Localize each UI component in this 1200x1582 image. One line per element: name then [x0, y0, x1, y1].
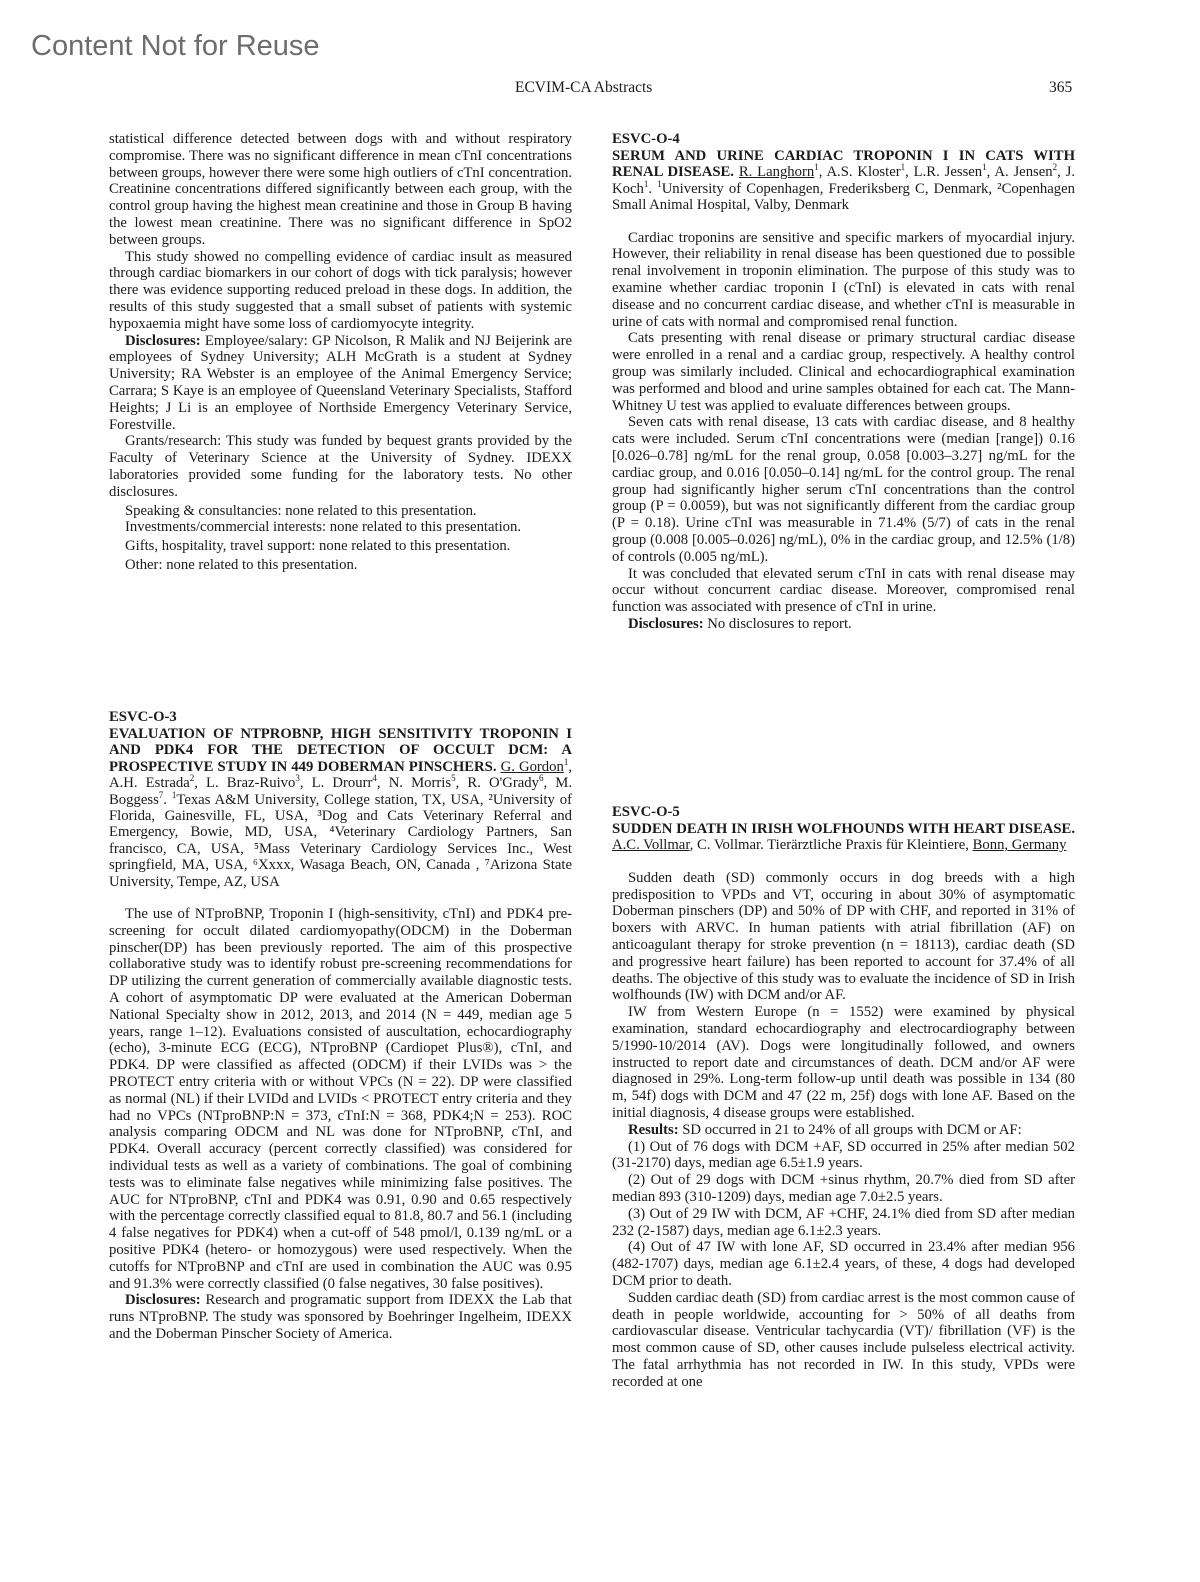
author: , J. Koch — [612, 164, 1076, 197]
results-label: Results: — [628, 1121, 679, 1138]
abstract-title: SERUM AND URINE CARDIAC TROPONIN I IN CATS WITH RENAL DISEASE. — [612, 148, 1075, 181]
author: , A.S. Kloster — [818, 164, 901, 181]
abstract-body: Sudden death (SD) commonly occurs in dog breeds with a high predisposition to VPDs and VT, occuring in about 30% of asymptomatic Doberman pinschers (DP) and 50% of DP with CHF, and reported in 31% of boxers with ARVC. In human patients with atrial fibrillation (AF) on anticoagulant therapy for stroke prevention (n = 18113), cardiac death (SD and progressive heart failure) has been reported to account for 37.4% of all deaths. The objective of this study was to evaluate the incidence of SD in Irish wolfhounds (IW) with DCM and/or AF. — [612, 869, 1075, 1004]
abstract-body: It was concluded that elevated serum cTnI in cats with renal disease may occur without concurrent cardiac disease. Moreover, compromised renal function was associated with presence of cTnI in urine. — [612, 565, 1075, 616]
paragraph: Gifts, hospitality, travel support: none related to this presentation. — [125, 538, 511, 555]
abstract-title-block: EVALUATION OF NTPROBNP, HIGH SENSITIVITY TROPONIN I AND PDK4 FOR THE DETECTION OF OCCULT DCM: A PROSPECTIVE STUDY IN 449 DOBERMAN PINSCHERS. G. Gordon$^1$, A.H. Estrada$^2$, L. Braz-Ruivo$^3$, L. Drourr$^4$, N. Morris$^5$, R. O'Grady$^6$, M. Boggess$^7$. $^1$Texas A&M University, College station, TX, USA, ²University of Florida, Gainesville, FL, USA, ³Dog and Cats Veterinary Referral and Emergency, Bowie, MD, USA, ⁴Veterinary Cardiology Partners, San francisco, CA, USA, ⁵Mass Veterinary Cardiology Services Inc., West springfield, MA, USA, ⁶Xxxx, Wasaga Beach, ON, Canada , ⁷Arizona State University, Tempe, AZ, USA — [109, 726, 573, 890]
disclosures-text: Research and programatic support from IDEXX the Lab that runs NTproBNP. The study was sponsored by Boehringer Ingelheim, IDEXX and the Doberman Pinscher Society of America. — [109, 1292, 572, 1342]
disclosures-text: Employee/salary: GP Nicolson, R Malik and NJ Beijerink are employees of Sydney University; ALH McGrath is a student at Sydney University; RA Webster is an employee of the Animal Emergency Service; Carrara; S Kaye is an employee of Queensland Veterinary Specialists, Stafford Heights; J Li is an employee of Northside Emergency Veterinary Service, Forestville. — [109, 332, 572, 433]
author: , L. Drourr — [299, 775, 373, 792]
disclosures-label: Disclosures: — [628, 615, 704, 632]
abstract-body: Sudden cardiac death (SD) from cardiac arrest is the most common cause of death in people worldwide, accounting for > 50% of all deaths from cardiovascular disease. Ventricular tachycardia (VT)/ fibrillation (VF) is the most common cause of SD, other causes include pulseless electrical activity. The fatal arrhythmia has not recorded in IW. In this study, VPDs were recorded at one — [612, 1289, 1075, 1390]
results-item: (2) Out of 29 dogs with DCM +sinus rhythm, 20.7% died from SD after median 893 (310-1209) days, median age 7.0±2.5 years. — [612, 1172, 1075, 1205]
abstract-esvc-o-4 — [612, 131, 1075, 633]
abstract-esvc-o-3 — [109, 709, 572, 1343]
affiliations: University of Copenhagen, Frederiksberg C, Denmark, ²Copenhagen Small Animal Hospital, Valby, Denmark — [612, 180, 1075, 214]
author: , A.H. Estrada — [109, 758, 573, 792]
abstract-body: Cardiac troponins are sensitive and specific markers of myocardial injury. However, their reliability in renal disease has been questioned due to possible renal involvement in troponin elimination. The purpose of this study was to examine whether cardiac troponin I (cTnI) is elevated in cats with renal disease and no concurrent cardiac disease, and whether cTnI is measurable in urine of cats with normal and compromised renal function. — [612, 229, 1075, 330]
affiliations: Texas A&M University, College station, TX, USA, ²University of Florida, Gainesville, FL, USA, ³Dog and Cats Veterinary Referral and Emergency, Bowie, MD, USA, ⁴Veterinary Cardiology Partners, San francisco, CA, USA, ⁵Mass Veterinary Cardiology Services Inc., West springfield, MA, USA, ⁶Xxxx, Wasaga Beach, ON, Canada , ⁷Arizona State University, Tempe, AZ, USA — [109, 791, 572, 890]
author: , N. Morris — [376, 775, 452, 792]
abstract-title-block — [612, 821, 1075, 854]
authors-affiliation: , C. Vollmar. Tierärztliche Praxis für Kleintiere, — [689, 837, 973, 854]
abstract-id: ESVC-O-5 — [612, 804, 680, 820]
results-paragraph — [612, 1122, 1075, 1139]
left-column-top — [109, 131, 572, 574]
abstract-title-block: SERUM AND URINE CARDIAC TROPONIN I IN CATS WITH RENAL DISEASE. R. Langhorn$^1$, A.S. Kloster$^1$, L.R. Jessen$^1$, A. Jensen$^2$, J. Koch$^1$. $^1$University of Copenhagen, Frederiksberg C, Denmark, ²Copenhagen Small Animal Hospital, Valby, Denmark — [612, 148, 1076, 214]
abstract-esvc-o-5 — [612, 804, 1075, 1391]
abstract-body: IW from Western Europe (n = 1552) were examined by physical examination, standard echocardiography and electrocardiography between 5/1990-10/2014 (AV). Dogs were longitudinally followed, and owners instructed to report date and circumstances of death. DCM and/or AF were diagnosed in 29%. Long-term follow-up until death was possible in 134 (80 m, 54f) dogs with DCM and 47 (22 m, 25f) dogs with lone AF. Based on the initial diagnosis, 4 disease groups were established. — [612, 1004, 1075, 1121]
abstract-body: The use of NTproBNP, Troponin I (high-sensitivity, cTnI) and PDK4 pre-screening for occult dilated cardiomyopathy(ODCM) in the Doberman pinscher(DP) has been previously reported. The aim of this prospective collaborative study was to identify robust pre-screening recommendations for DP utilizing the current generation of commercially available diagnostic tests. A cohort of asymptomatic DP were evaluated at the American Doberman National Specialty show in 2012, 2013, and 2014 (N = 449, median age 5 years, range 1–12). Evaluations consisted of auscultation, echocardiography (echo), 3-minute ECG (ECG), NTproBNP (Cardiopet Plus®), cTnI, and PDK4. DP were classified as affected (ODCM) if their LVIDs was > the PROTECT entry criteria with or without VPCs (N = 22). DP were classified as normal (NL) if their LVIDd and LVIDs < PROTECT entry criteria and they had no VPCs (NTproBNP:N = 373, cTnI:N = 368, PDK4;N = 253). ROC analysis comparing ODCM and NL was done for NTproBNP, cTnI, and PDK4. Overall accuracy (percent correctly classified) was considered for individual tests as well as a variety of combinations. The goal of combining tests was to eliminate false negatives while minimizing false positives. The AUC for NTproBNP, cTnI and PDK4 was 0.91, 0.90 and 0.65 respectively with the percentage correctly classified equal to 81.8, 80.7 and 56.1 (including 4 false negatives for PDK4) when a cut-off of 548 pmol/l, 0.139 ng/mL or a positive PDK4 (hetero- or homozygous) were used respectively. When the cutoffs for NTproBNP and cTnI are used in combination the AUC was 0.95 and 91.3% were correctly classified (0 false negatives, 30 false positives). — [109, 906, 572, 1292]
paragraph: statistical difference detected between dogs with and without respiratory compromise. There was no significant difference in mean cTnI concentrations between groups, however there were some high outliers of cTnI concentration. Creatinine concentrations differed significantly between each group, with the control group having the highest mean creatinine and those in Group B having the lowest mean creatinine. There was no significant difference in SpO2 between groups. — [109, 131, 572, 248]
abstract-body: Cats presenting with renal disease or primary structural cardiac disease were enrolled in a renal and a cardiac group, respectively. A healthy control group was similarly included. Clinical and echocardiographical examination was performed and blood and urine samples obtained for each cat. The Mann-Whitney U test was applied to evaluate differences between groups. — [612, 330, 1075, 414]
abstract-id: ESVC-O-4 — [612, 131, 680, 147]
disclosures-paragraph — [109, 333, 572, 434]
disclosures-label: Disclosures: — [125, 1292, 201, 1309]
author: , L.R. Jessen — [905, 164, 983, 181]
abstract-id: ESVC-O-3 — [109, 709, 177, 725]
abstract-title: SUDDEN DEATH IN IRISH WOLFHOUNDS WITH HEART DISEASE. — [612, 821, 1075, 837]
author: , L. Braz-Ruivo — [194, 775, 296, 792]
abstract-body: Seven cats with renal disease, 13 cats with cardiac disease, and 8 healthy cats were included. Serum cTnI concentrations were (median [range]) 0.16 [0.026–0.78] ng/mL for the renal group, 0.058 [0.003–3.27] ng/mL for the cardiac group, and 0.016 [0.050–0.14] ng/mL for the control group. The renal group had significantly higher serum cTnI concentrations than the control group (P = 0.0059), but was not significantly different from the cardiac group (P = 0.18). Urine cTnI was measurable in 71.4% (5/7) of cats in the renal group (0.008 [0.005–0.026] ng/mL), 0% in the cardiac group, and 12.5% (1/8) of controls (0.005 ng/mL). — [612, 414, 1075, 565]
results-item: (4) Out of 47 IW with lone AF, SD occurred in 23.4% after median 956 (482-1707) days, median age 6.1±2.4 years, of these, 4 dogs had developed DCM prior to death. — [612, 1239, 1075, 1289]
author: , A. Jensen — [986, 164, 1053, 181]
disclosures-label: Disclosures: — [125, 332, 201, 349]
disclosures-paragraph — [109, 1292, 572, 1342]
disclosures-paragraph — [612, 616, 1075, 633]
paragraph: This study showed no compelling evidence of cardiac insult as measured through cardiac biomarkers in our cohort of dogs with tick paralysis; however there was evidence supporting reduced preload in these dogs. In addition, the results of this study suggested that a small subset of patients with systemic hypoxaemia might have some loss of cardiomyocyte integrity. — [109, 248, 572, 332]
results-item: (1) Out of 76 dogs with DCM +AF, SD occurred in 25% after median 502 (31-2170) days, median age 6.5±1.9 years. — [612, 1138, 1075, 1172]
presenting-author: A.C. Vollmar — [612, 837, 690, 854]
abstract-title: EVALUATION OF NTPROBNP, HIGH SENSITIVITY TROPONIN I AND PDK4 FOR THE DETECTION OF OCCULT DCM: A PROSPECTIVE STUDY IN 449 DOBERMAN PINSCHERS. — [109, 726, 572, 775]
paragraph: Grants/research: This study was funded by bequest grants provided by the Faculty of Veterinary Science at the University of Sydney. IDEXX laboratories provided some funding for the laboratory tests. No other disclosures. — [109, 433, 572, 500]
paragraph: Investments/commercial interests: none related to this presentation. — [125, 519, 522, 536]
results-text: SD occurred in 21 to 24% of all groups with DCM or AF: — [678, 1121, 1022, 1138]
results-item: (3) Out of 29 IW with DCM, AF +CHF, 24.1% died from SD after median 232 (2-1587) days, median age 6.1±2.3 years. — [612, 1205, 1075, 1239]
presenting-author: G. Gordon — [500, 758, 564, 775]
affiliation-place: Bonn, Germany — [972, 837, 1067, 854]
paragraph: Speaking & consultancies: none related to this presentation. — [125, 502, 477, 519]
author: , R. O'Grady — [455, 775, 539, 792]
presenting-author: R. Langhorn — [738, 164, 815, 181]
page-number: 365 — [1049, 79, 1073, 96]
watermark: Content Not for Reuse — [31, 30, 320, 62]
author: , M. Boggess — [109, 775, 572, 808]
running-head: ECVIM-CA Abstracts — [515, 79, 653, 96]
disclosures-text: No disclosures to report. — [703, 615, 852, 632]
paragraph: Other: none related to this presentation. — [125, 556, 358, 573]
